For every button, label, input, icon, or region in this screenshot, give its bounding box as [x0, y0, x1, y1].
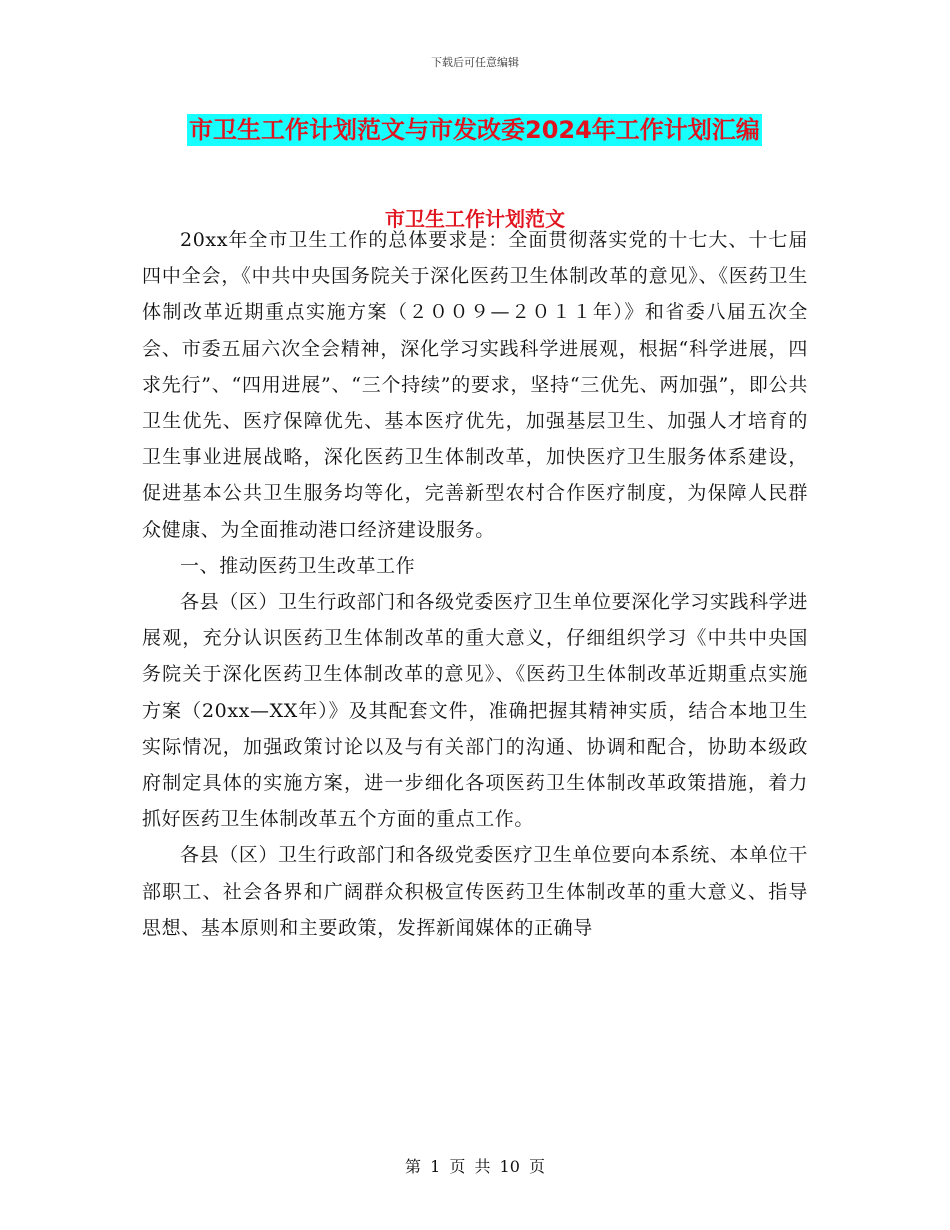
paragraph-reform-publicity: 各县（区）卫生行政部门和各级党委医疗卫生单位要向本系统、本单位干部职工、社会各界和广阔群众积极宣传医药卫生体制改革的重大意义、指导思想、基本原则和主要政策，发挥新闻媒体的正确导 [142, 844, 808, 939]
section-title: 市卫生工作计划范文 [385, 207, 565, 231]
paragraph-reform-study: 各县（区）卫生行政部门和各级党委医疗卫生单位要深化学习实践科学进展观，充分认识医药卫生体制改革的重大意义，仔细组织学习《中共中央国务院关于深化医药卫生体制改革的意见》、《医药卫生体制改革近期重点实施方案（20xx—XX年）》及其配套文件，准确把握其精神实质，结合本地卫生实际情况，加强政策讨论以及与有关部门的沟通、协调和配合，协助本级政府制定具体的实施方案，进一步细化各项医药卫生体制改革政策措施，着力抓好医药卫生体制改革五个方面的重点工作。 [142, 591, 808, 831]
page-footer: 第 1 页 共 10 页 [405, 1157, 545, 1176]
document-body [142, 222, 808, 946]
section-heading-reform: 一、推动医药卫生改革工作 [180, 554, 416, 577]
document-title: 市卫生工作计划范文与市发改委2024年工作计划汇编 [189, 116, 760, 144]
header-note: 下载后可任意编辑 [431, 56, 519, 69]
paragraph-intro: 20xx年全市卫生工作的总体要求是：全面贯彻落实党的十七大、十七届四中全会，《中共中央国务院关于深化医药卫生体制改革的意见》、《医药卫生体制改革近期重点实施方案（２００９—２０１１年）》和省委八届五次全会、市委五届六次全会精神，深化学习实践科学进展观，根据“科学进展，四求先行”、“四用进展”、“三个持续”的要求，坚持“三优先、两加强”，即公共卫生优先、医疗保障优先、基本医疗优先，加强基层卫生、加强人才培育的卫生事业进展战略，深化医药卫生体制改革，加快医疗卫生服务体系建设，促进基本公共卫生服务均等化，完善新型农村合作医疗制度，为保障人民群众健康、为全面推动港口经济建设服务。 [142, 229, 808, 541]
